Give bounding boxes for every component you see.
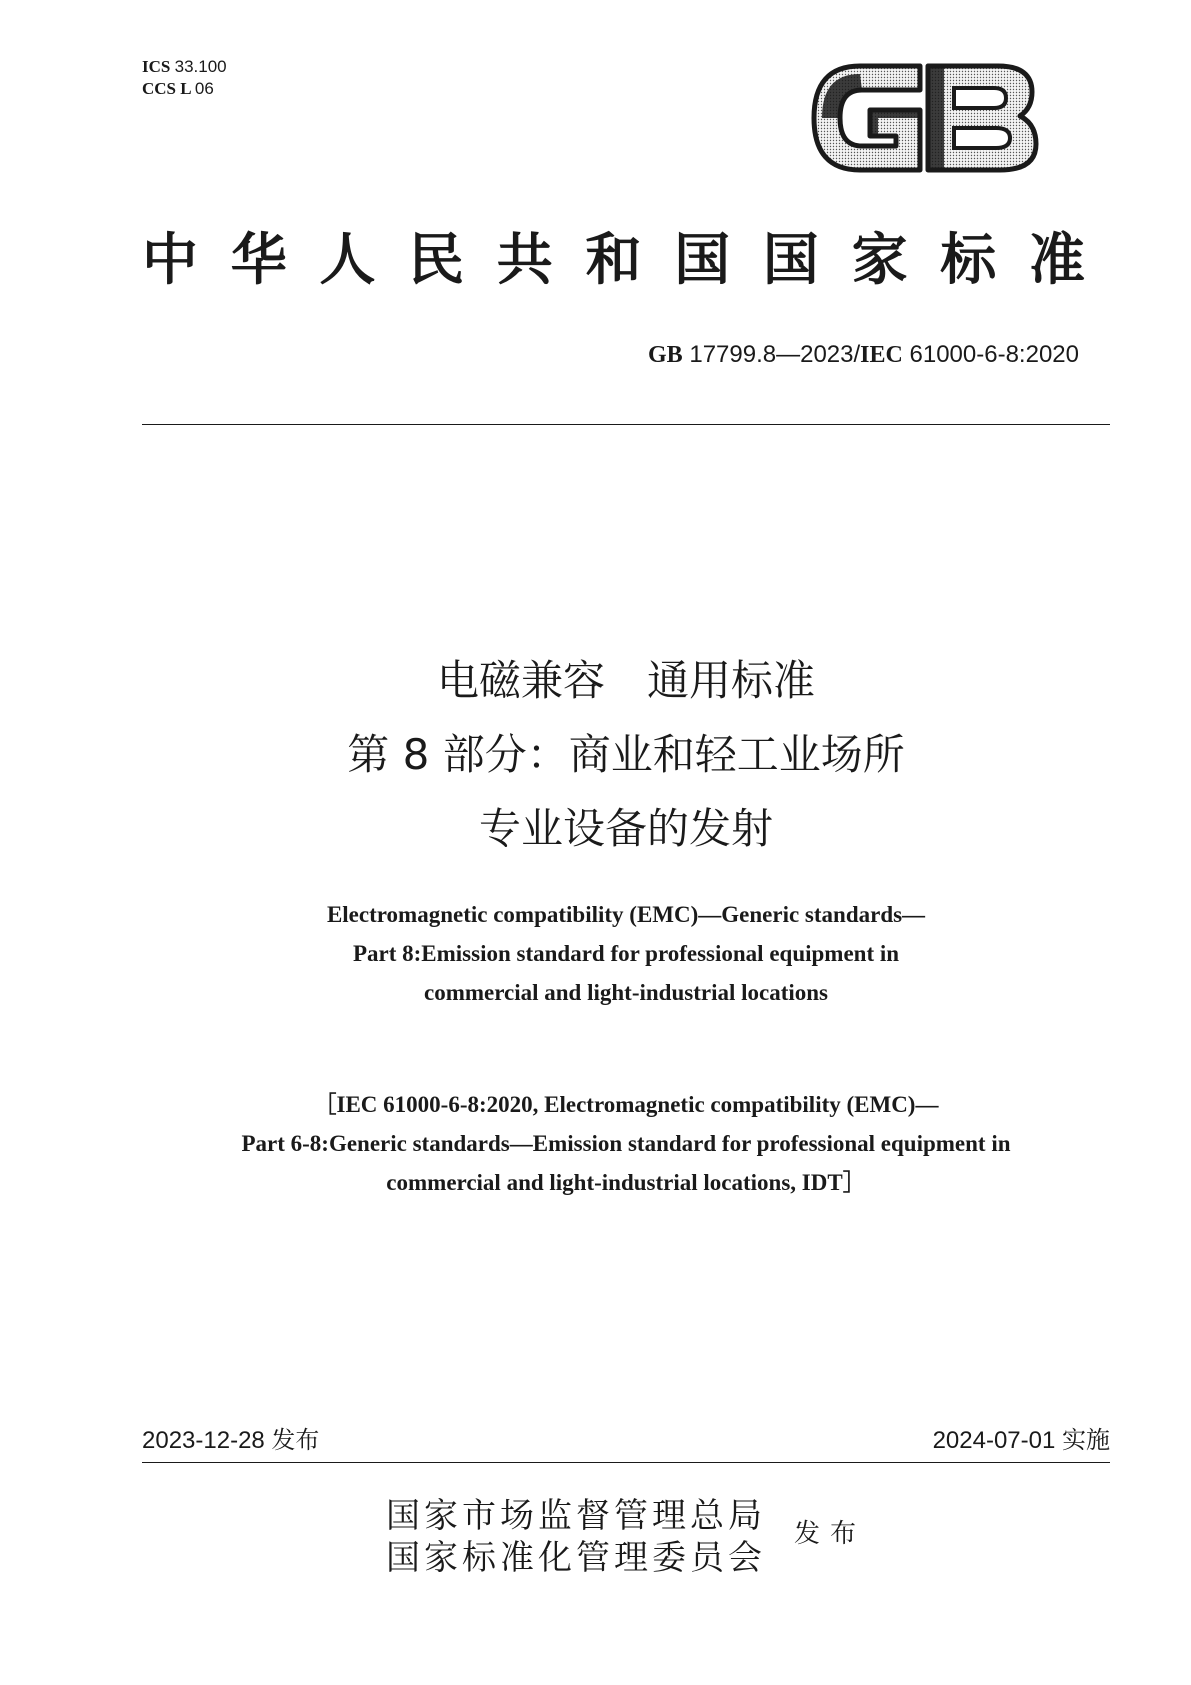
ccs-value: 06 [194,79,214,98]
chinese-title [142,644,1110,866]
chinese-title-line: 第 8 部分：商业和轻工业场所 [347,730,905,779]
iec-number: 61000-6-8:2020 [909,341,1079,368]
chinese-title-line: 电磁兼容 通用标准 [436,656,815,705]
english-title-line: Part 8:Emission standard for professional equipment in [352,941,900,966]
iec-prefix: IEC [860,342,903,368]
iec-reference [142,1085,1110,1202]
publish-label: 发布 [794,1519,867,1549]
english-title [142,895,1110,1012]
national-standard-title: 中华人民共和国国家标准 [142,227,1110,293]
iec-reference-line: commercial and light-industrial locations, IDT］ [386,1170,866,1195]
gb-number: 17799.8—2023/ [689,341,861,368]
classification-codes [142,56,227,100]
gb-prefix: GB [647,342,683,368]
iec-reference-line: Part 6-8:Generic standards—Emission standard for professional equipment in [241,1131,1011,1156]
chinese-title-line: 专业设备的发射 [478,804,773,853]
standard-number [648,340,1079,370]
english-title-line: Electromagnetic compatibility (EMC)—Generic standards— [326,902,926,927]
ccs-letter: L [180,79,191,98]
effective-date: 2024-07-01 实施 [932,1427,1110,1454]
gb-logo-icon [808,58,1040,178]
publisher-organizations [386,1495,766,1579]
top-divider [142,424,1110,425]
english-title-line: commercial and light-industrial locations [424,980,828,1005]
ics-label: ICS [142,57,171,76]
ics-value: 33.100 [174,57,227,76]
ccs-label: CCS [142,79,177,98]
bottom-divider [142,1462,1110,1463]
ics-code [142,56,227,78]
issue-date: 2023-12-28 发布 [142,1427,320,1454]
publisher-org: 国家市场监督管理总局 [386,1496,766,1536]
publisher-org: 国家标准化管理委员会 [386,1538,766,1578]
iec-reference-line: ［IEC 61000-6-8:2020, Electromagnetic compatibility (EMC)— [313,1092,939,1117]
ccs-code [142,78,227,100]
